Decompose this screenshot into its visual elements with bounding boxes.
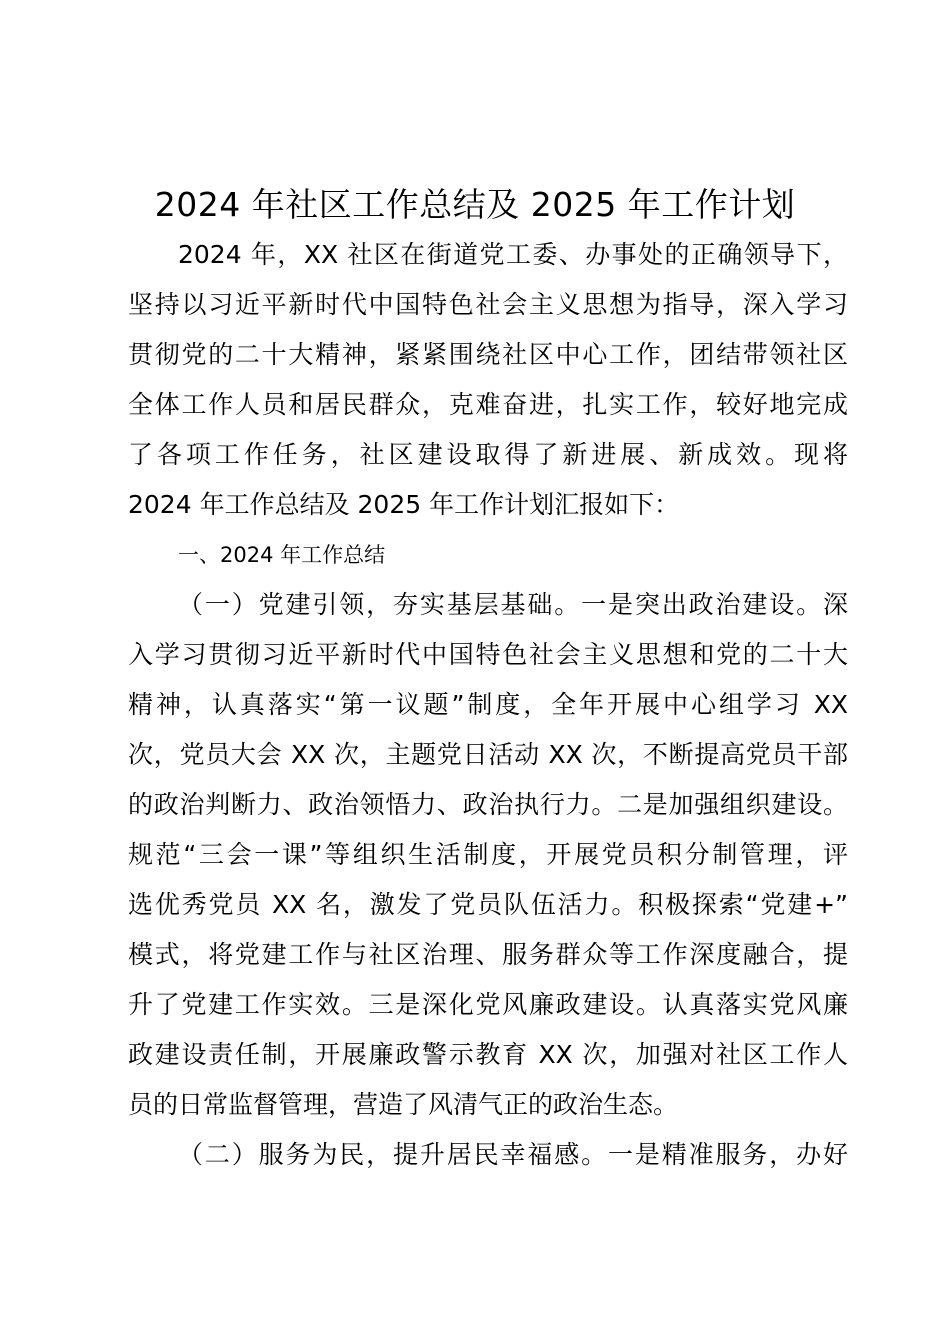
party-building-line-9: 升了党建工作实效。三是深化党风廉政建设。认真落实党风廉 <box>128 990 848 1019</box>
party-building-line-8: 模式，将党建工作与社区治理、服务群众等工作深度融合，提 <box>128 940 848 969</box>
service-line-1: （二）服务为民，提升居民幸福感。一是精准服务，办好 <box>178 1140 848 1169</box>
party-building-line-7: 选优秀党员 XX 名，激发了党员队伍活力。积极探索“党建+” <box>128 890 848 919</box>
intro-line-3: 贯彻党的二十大精神，紧紧围绕社区中心工作，团结带领社区 <box>128 340 848 369</box>
intro-line-4: 全体工作人员和居民群众，克难奋进，扎实工作，较好地完成 <box>128 390 848 419</box>
party-building-line-11: 员的日常监督管理，营造了风清气正的政治生态。 <box>128 1090 679 1119</box>
intro-line-2: 坚持以习近平新时代中国特色社会主义思想为指导，深入学习 <box>128 290 848 319</box>
intro-line-5: 了各项工作任务，社区建设取得了新进展、新成效。现将 <box>128 440 848 469</box>
party-building-line-5: 的政治判断力、政治领悟力、政治执行力。二是加强组织建设。 <box>128 790 848 819</box>
party-building-line-10: 政建设责任制，开展廉政警示教育 XX 次，加强对社区工作人 <box>128 1040 848 1069</box>
party-building-line-1: （一）党建引领，夯实基层基础。一是突出政治建设。深 <box>178 590 848 619</box>
intro-line-6: 2024 年工作总结及 2025 年工作计划汇报如下： <box>128 490 680 519</box>
party-building-line-6: 规范“三会一课”等组织生活制度，开展党员积分制管理，评 <box>128 840 848 869</box>
section-heading: 一、2024 年工作总结 <box>178 543 386 567</box>
party-building-line-4: 次，党员大会 XX 次，主题党日活动 XX 次，不断提高党员干部 <box>128 740 848 769</box>
party-building-line-2: 入学习贯彻习近平新时代中国特色社会主义思想和党的二十大 <box>128 640 848 669</box>
intro-line-1: 2024 年，XX 社区在街道党工委、办事处的正确领导下， <box>178 240 848 269</box>
party-building-line-3: 精神，认真落实“第一议题”制度，全年开展中心组学习 XX <box>128 690 848 719</box>
document-title: 2024 年社区工作总结及 2025 年工作计划 <box>154 185 796 224</box>
